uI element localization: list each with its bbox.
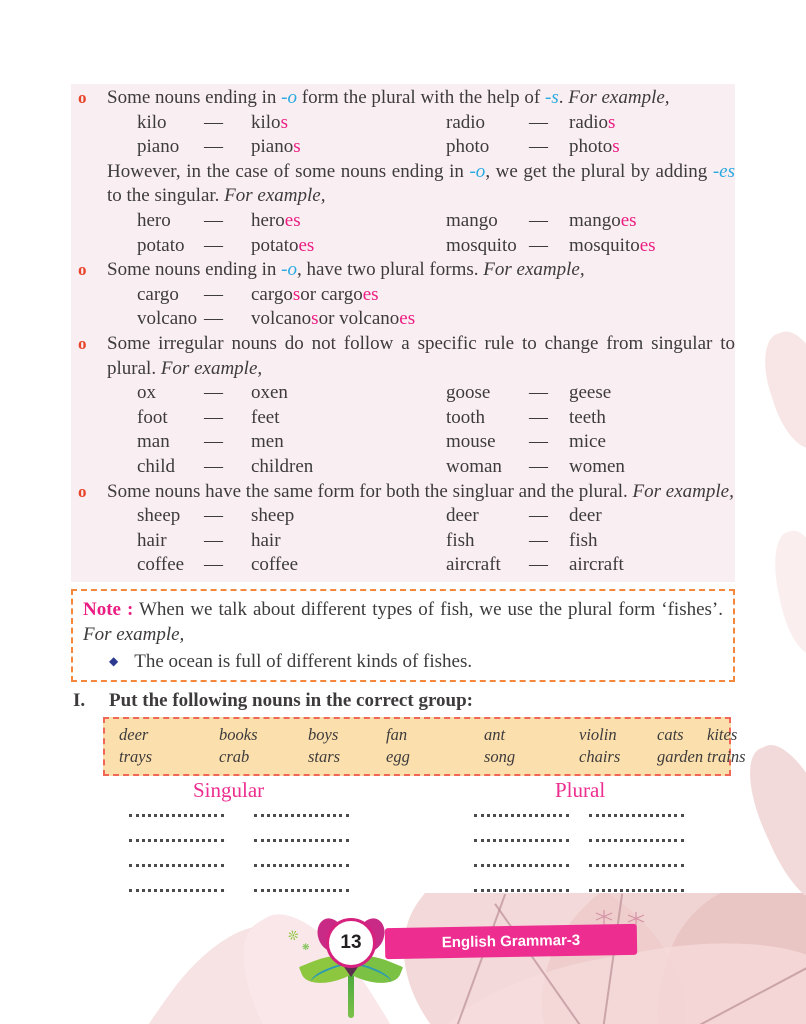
right-petal-decoration (737, 320, 806, 895)
bank-word: violin (579, 724, 617, 744)
dash: — (529, 234, 548, 256)
plural-base: cargo (251, 283, 293, 305)
plural-word: mice (569, 431, 606, 453)
answer-line (254, 839, 349, 842)
noun-pair-row (107, 430, 735, 455)
group-labels (71, 778, 735, 802)
noun-pair-row (107, 135, 735, 160)
suffix-highlight: -o (281, 87, 297, 108)
plural-word: aircraft (569, 554, 624, 576)
answer-line (129, 864, 224, 867)
bank-word: chairs (579, 746, 621, 766)
bank-word: cats (657, 724, 684, 744)
bank-word: deer (119, 724, 149, 744)
plural-word (569, 135, 620, 160)
noun-pair-row (107, 406, 735, 431)
plural-word: feet (251, 406, 280, 428)
singular-word: piano (137, 136, 180, 158)
singular-word: coffee (137, 554, 185, 576)
rule-text (107, 332, 735, 381)
plural-suffix: es (639, 234, 656, 256)
note-label: Note : (83, 598, 134, 620)
plural-base: or cargo (300, 283, 363, 305)
text-segment: However, in the case of some nouns ending in (107, 160, 470, 182)
answer-line (589, 839, 684, 842)
for-example-label: For example, (483, 259, 585, 281)
plural-base: hero (251, 209, 285, 231)
dash: — (529, 431, 548, 453)
plural-base: radio (569, 111, 609, 133)
singular-word: kilo (137, 111, 167, 133)
noun-pair-row (107, 283, 735, 308)
bullet-marker: o (78, 333, 87, 353)
note-example (109, 649, 723, 674)
bank-word: trains (707, 746, 746, 766)
note-box (71, 589, 735, 682)
note-text (83, 597, 723, 647)
answer-row (71, 802, 735, 827)
plural-word: hair (251, 529, 281, 551)
rule-text (107, 258, 735, 283)
text-segment: . (558, 87, 569, 108)
answer-row (71, 852, 735, 877)
plural-base: mango (569, 209, 621, 231)
plural-suffix: es (620, 209, 637, 231)
dash: — (529, 529, 548, 551)
answer-lines (71, 802, 735, 902)
singular-word: photo (446, 136, 490, 158)
text-segment: , we get the plural by adding (485, 160, 713, 182)
bank-word: ant (484, 724, 506, 744)
plural-base: mosquito (569, 234, 640, 256)
answer-line (589, 864, 684, 867)
exercise-heading (71, 690, 735, 712)
for-example-label: For example, (224, 185, 326, 207)
petal-shape (737, 734, 806, 895)
noun-pair-row (107, 209, 735, 234)
dash: — (529, 382, 548, 404)
singular-word: man (137, 431, 170, 453)
for-example-label: For example, (632, 480, 734, 502)
for-example-label: For example, (568, 87, 670, 108)
word-bank-row (119, 746, 746, 768)
plural-word (251, 307, 415, 332)
bank-word: trays (119, 746, 152, 766)
plural-suffix: es (399, 308, 416, 330)
dash: — (204, 406, 223, 428)
singular-word: goose (446, 382, 491, 404)
example-sentence: The ocean is full of different kinds of fishes. (134, 650, 473, 672)
dash: — (529, 136, 548, 158)
suffix-highlight: -o (469, 160, 486, 182)
rule-item (71, 332, 735, 480)
bank-word: crab (219, 746, 250, 766)
plural-word (251, 209, 446, 234)
singular-word: sheep (137, 505, 181, 527)
answer-line (589, 814, 684, 817)
bank-word: books (219, 724, 258, 744)
dash: — (204, 283, 223, 305)
plural-word: geese (569, 382, 612, 404)
answer-line (474, 839, 569, 842)
text-segment: Some nouns have the same form for both the singluar and the plural. (107, 480, 633, 502)
plural-suffix: s (292, 283, 301, 305)
exercise-number: I. (73, 689, 86, 711)
bank-word: song (484, 746, 516, 766)
petal-shape (754, 324, 806, 455)
diamond-bullet-icon: ◆ (109, 653, 119, 668)
bank-word: kites (707, 724, 738, 744)
plural-suffix: s (280, 111, 288, 133)
plural-word (569, 234, 656, 259)
singular-word: woman (446, 455, 502, 477)
plural-word (251, 283, 379, 308)
answer-line (254, 889, 349, 892)
plural-suffix: s (311, 308, 319, 330)
rule-text (107, 480, 735, 505)
word-bank (103, 717, 746, 776)
singular-word: hair (137, 529, 167, 551)
dash: — (204, 505, 223, 527)
page-footer-badge (286, 912, 676, 1022)
answer-row (71, 877, 735, 902)
singular-word: volcano (137, 308, 198, 330)
plural-base: or volcano (318, 308, 400, 330)
plural-word (569, 111, 615, 136)
rule-text (107, 160, 735, 209)
word-bank-row (119, 724, 738, 746)
flower-stem (348, 972, 354, 1018)
page-number: 13 (326, 918, 376, 968)
noun-pair-row (107, 381, 735, 406)
answer-line (254, 864, 349, 867)
suffix-highlight: -s (545, 87, 559, 108)
plural-word: women (569, 455, 625, 477)
plural-suffix: s (293, 136, 301, 158)
noun-pair-row (107, 529, 735, 554)
rule-item (71, 86, 735, 258)
plural-base: potato (251, 234, 299, 256)
book-title: English Grammar-3 (441, 931, 581, 952)
plural-base: piano (251, 136, 294, 158)
plural-column-label: Plural (555, 777, 606, 802)
noun-pair-row (107, 307, 735, 332)
noun-pair-row (107, 111, 735, 136)
rule-item (71, 258, 735, 332)
answer-line (254, 814, 349, 817)
dash: — (529, 505, 548, 527)
bank-word: egg (386, 746, 410, 766)
suffix-highlight: -o (281, 259, 297, 281)
bullet-marker: o (78, 481, 87, 501)
dash: — (529, 554, 548, 576)
sparkle-icon: ❋ (302, 942, 310, 952)
answer-line (129, 839, 224, 842)
text-segment: form the plural with the help of (297, 87, 545, 108)
dash: — (529, 209, 548, 231)
answer-line (474, 889, 569, 892)
dash: — (204, 431, 223, 453)
singular-word: ox (137, 382, 156, 404)
bank-word: boys (308, 724, 339, 744)
plural-suffix: es (362, 283, 379, 305)
plural-word (251, 111, 446, 136)
answer-row (71, 827, 735, 852)
bank-word: fan (386, 724, 408, 744)
dash: — (204, 529, 223, 551)
singular-column-label: Singular (193, 777, 265, 802)
for-example-label: For example, (83, 623, 185, 645)
dash: — (204, 209, 223, 231)
bullet-marker: o (78, 260, 87, 280)
dash: — (204, 234, 223, 256)
singular-word: aircraft (446, 554, 501, 576)
singular-word: cargo (137, 283, 179, 305)
singular-word: foot (137, 406, 168, 428)
singular-word: tooth (446, 406, 486, 428)
plural-word: teeth (569, 406, 606, 428)
text-segment: Some nouns ending in (107, 87, 282, 108)
singular-word: radio (446, 111, 486, 133)
dash: — (204, 554, 223, 576)
plural-word (251, 135, 446, 160)
rule-item (71, 480, 735, 578)
plural-base: photo (569, 136, 613, 158)
text-segment: , have two plural forms. (297, 259, 484, 281)
plural-word (569, 209, 637, 234)
bullet-marker: o (78, 88, 87, 107)
text-segment: Some nouns ending in (107, 259, 282, 281)
noun-pair-row (107, 553, 735, 578)
noun-pair-row (107, 504, 735, 529)
noun-pair-row (107, 455, 735, 480)
plural-word: men (251, 431, 284, 453)
plural-word: deer (569, 505, 602, 527)
plural-base: volcano (251, 308, 312, 330)
plural-word: coffee (251, 554, 299, 576)
bank-word: garden (657, 746, 704, 766)
text-segment: When we talk about different types of fish, we use the plural form ‘fishes’. (133, 598, 723, 620)
singular-word: mosquito (446, 234, 517, 256)
page-content (71, 84, 746, 902)
sparkle-icon: ❊ (286, 926, 301, 945)
answer-line (474, 864, 569, 867)
for-example-label: For example, (160, 357, 263, 379)
answer-line (589, 889, 684, 892)
plural-suffix: es (284, 209, 301, 231)
dash: — (204, 136, 223, 158)
suffix-highlight: -es (712, 160, 735, 182)
singular-word: potato (137, 234, 185, 256)
bank-word: stars (308, 746, 341, 766)
answer-line (129, 889, 224, 892)
plural-word: oxen (251, 382, 288, 404)
plural-suffix: es (298, 234, 315, 256)
dash: — (529, 406, 548, 428)
text-segment: to the singular. (107, 185, 225, 207)
singular-word: deer (446, 505, 479, 527)
dash: — (204, 308, 223, 330)
dash: — (204, 111, 223, 133)
answer-line (129, 814, 224, 817)
answer-line (474, 814, 569, 817)
singular-word: mango (446, 209, 498, 231)
rules-panel (71, 84, 735, 582)
plural-word (251, 234, 446, 259)
dash: — (529, 111, 548, 133)
noun-pair-row (107, 234, 735, 259)
singular-word: child (137, 455, 175, 477)
petal-shape (767, 526, 806, 658)
singular-word: hero (137, 209, 171, 231)
plural-word: children (251, 455, 314, 477)
plural-base: kilo (251, 111, 281, 133)
text-segment: Some irregular nouns do not follow a specific rule to change from singular to plural. (107, 332, 735, 379)
singular-word: mouse (446, 431, 496, 453)
plural-word: fish (569, 529, 598, 551)
dash: — (204, 382, 223, 404)
dash: — (204, 455, 223, 477)
plural-word: sheep (251, 505, 295, 527)
exercise-title: Put the following nouns in the correct group: (109, 689, 473, 711)
plural-suffix: s (612, 136, 620, 158)
rule-text (107, 86, 735, 111)
book-title-ribbon (385, 924, 638, 959)
dash: — (529, 455, 548, 477)
singular-word: fish (446, 529, 475, 551)
plural-suffix: s (608, 111, 616, 133)
